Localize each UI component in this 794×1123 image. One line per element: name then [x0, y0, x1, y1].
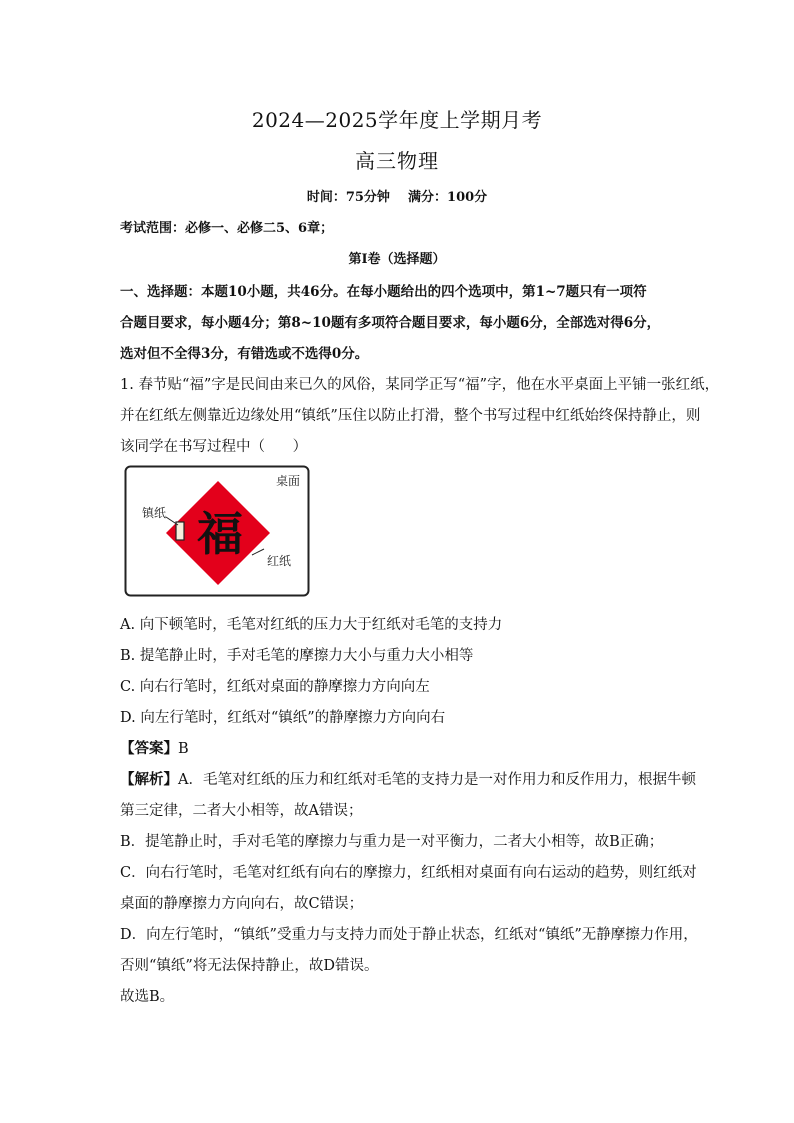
analysis-line-2: 第三定律，二者大小相等，故A错误；: [120, 803, 363, 819]
option-c: C. 向右行笔时，红纸对桌面的静摩擦力方向向左: [120, 679, 430, 695]
paper-weight-label: 镇纸: [142, 506, 167, 520]
desk-label: 桌面: [276, 474, 301, 488]
fu-character: 福: [197, 507, 243, 561]
exam-subject: 高三物理: [355, 149, 439, 173]
exam-scope: 考试范围：必修一、必修二5、6章；: [120, 221, 334, 236]
exam-meta: 时间：75分钟 满分：100分: [306, 190, 488, 205]
exam-title: 2024—2025学年度上学期月考: [251, 108, 543, 132]
instructions-line-2: 合题目要求，每小题4分；第8~10题有多项符合题目要求，每小题6分，全部选对得6分，: [120, 315, 661, 331]
analysis-conclusion: 故选B。: [120, 989, 175, 1005]
fu-paper-figure: [124, 465, 310, 597]
analysis-line-3: B．提笔静止时，手对毛笔的摩擦力与重力是一对平衡力，二者大小相等，故B正确；: [120, 834, 664, 850]
analysis-tag: 【解析】: [120, 771, 178, 788]
analysis-line-5: 桌面的静摩擦力方向向右，故C错误；: [120, 896, 364, 912]
analysis-first: A．毛笔对红纸的压力和红纸对毛笔的支持力是一对作用力和反作用力，根据牛顿: [178, 772, 696, 788]
question-stem-line-2: 并在红纸左侧靠近边缘处用“镇纸”压住以防止打滑，整个书写过程中红纸始终保持静止，则: [120, 408, 701, 424]
question-stem-line-3: 该同学在书写过程中（ ）: [120, 439, 308, 455]
analysis-line-7: 否则“镇纸”将无法保持静止，故D错误。: [120, 958, 379, 974]
instructions-line-1: 一、选择题：本题10小题，共46分。在每小题给出的四个选项中，第1~7题只有一项符: [120, 284, 647, 300]
red-paper-label: 红纸: [267, 554, 292, 568]
answer-line: [120, 737, 680, 758]
answer-tag: 【答案】: [120, 740, 178, 757]
analysis-line-4: C．向右行笔时，毛笔对红纸有向右的摩擦力，红纸相对桌面有向右运动的趋势，则红纸对: [120, 865, 697, 881]
question-stem-line-1: 1. 春节贴“福”字是民间由来已久的风俗，某同学正写“福”字，他在水平桌面上平铺一张红纸，: [120, 377, 720, 393]
analysis-line-1: [120, 768, 696, 789]
answer-value: B: [178, 741, 189, 757]
section-heading: 第Ⅰ卷（选择题）: [348, 252, 446, 267]
option-b: B. 提笔静止时，手对毛笔的摩擦力大小与重力大小相等: [120, 648, 474, 664]
option-a: A. 向下顿笔时，毛笔对红纸的压力大于红纸对毛笔的支持力: [120, 617, 503, 633]
option-d: D. 向左行笔时，红纸对“镇纸”的静摩擦力方向向右: [120, 710, 446, 726]
analysis-line-6: D．向左行笔时，“镇纸”受重力与支持力而处于静止状态，红纸对“镇纸”无静摩擦力作用，: [120, 927, 698, 943]
instructions-line-3: 选对但不全得3分，有错选或不选得0分。: [120, 346, 369, 362]
